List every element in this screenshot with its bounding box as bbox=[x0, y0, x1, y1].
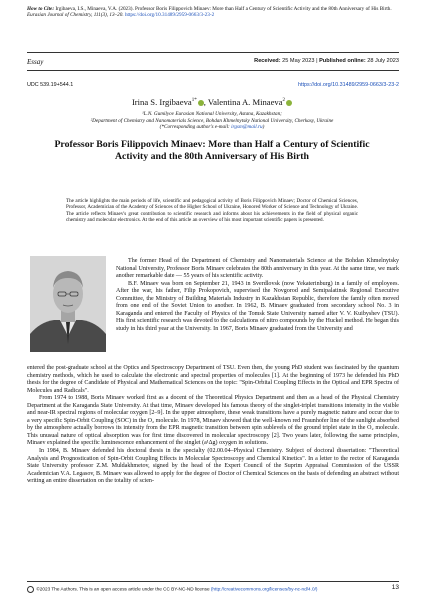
citation-label: How to Cite: bbox=[27, 6, 55, 12]
body-paragraph-3: entered the post-graduate school at the Optics and Spectroscopy Department of TSU. Even then, the young PhD student was fascinated by the quantum chemistry methods, which he used to calculate the electronic and spectral properties of molecules [1]. At the beginning of 1973 he defended his PhD thesis for the degree of Candidate of Physical and Mathematical Sciences on the topic: "Spin-Orbital Coupling Effects in the Optical and EPR Spectra of Molecules and Radicals". bbox=[27, 365, 399, 394]
dates-line: Received: 25 May 2023 | Published online: 28 July 2023 bbox=[254, 58, 399, 64]
body-full-width bbox=[27, 365, 399, 486]
affiliation-1: ¹L.N. Gumilyov Eurasian National University, Astana, Kazakhstan; bbox=[142, 111, 282, 117]
author-1-sup: 1* bbox=[191, 98, 197, 104]
body-paragraph-4: From 1974 to 1988, Boris Minaev worked first as a docent of the Theoretical Physics Department and then as a head of the Physical Chemistry Department at the Karaganda State University. At that time, Minaev developed his famous theory of the singlet-triplet transitions intensity in the visible and near-IR spectral regions of molecular oxygen [2–9]. In the upper atmosphere, these weak transitions have a purely magnetic nature and occur due to a very specific Spin-Orbit Coupling (SOC) in the O₂ molecule. In 1978, Minaev showed that the well-known red Fraunhofer line of the sunlight absorbed by the atmosphere actually borrows its intensity from the EPR magnetic transition between spin sublevels of the ground triplet state in the O₂ molecule. This unusual nature of optical absorption was for first time discovered in molecular spectroscopy [2]. Two years later, following the same principles, Minaev explained the specific luminescence enhancement of the singlet (a¹Δg) oxygen in solutions. bbox=[27, 395, 399, 447]
license-text: ©2023 The Authors. This is an open access article under the CC BY-NC-ND license bbox=[36, 586, 210, 592]
published-date: 28 July 2023 bbox=[367, 58, 399, 64]
body-paragraph-2: B.F. Minaev was born on September 21, 1943 in Sverdlovsk (now Yekaterinburg) in a family of employees. After the war, his father, Filip Prokopovich, supervised the Novgorod and Semipalatinsk Regional Executive Committee, the Ministry of Building Materials Industry in Kazakhstan Republic, therefore the family often moved from one end of the Soviet Union to another. In 1962, B. Minaev graduated from secondary school No. 3 in Karaganda and entered the Faculty of Physics of the Tomsk State University named after V. V. Kuibyshev (TSU). His first scientific research was devoted to the calculations of nitro compounds by the Huckel method. He began this study in his third year at the University. In 1967, Boris Minaev graduated from the University and bbox=[116, 280, 399, 332]
portrait-photo bbox=[30, 256, 106, 352]
published-label: Published online: bbox=[319, 58, 366, 64]
orcid-icon[interactable] bbox=[198, 100, 204, 106]
citation-journal: Eurasian Journal of Chemistry, 111(3), 13–20. bbox=[27, 12, 124, 19]
affiliations bbox=[40, 111, 384, 131]
page-number: 13 bbox=[391, 584, 399, 591]
author-1: Irina S. Irgibaeva bbox=[131, 97, 192, 107]
received-date: 25 May 2023 bbox=[282, 58, 315, 64]
received-label: Received: bbox=[254, 58, 281, 64]
author-2: Valentina A. Minaeva bbox=[207, 97, 283, 107]
affiliation-2: ²Department of Chemistry and Nanomaterials Science, Bohdan Khmelnytsky National University, Cherkasy, Ukraine bbox=[90, 117, 334, 124]
article-title: Professor Boris Filippovich Minaev: More than Half a Century of Scientific Activity and the 80th Anniversary of His Birth bbox=[54, 139, 370, 162]
header-rule-top bbox=[27, 52, 399, 53]
section-label: Essay bbox=[27, 58, 44, 66]
email-link[interactable]: irgsm@mail.ru bbox=[231, 124, 263, 131]
footer-rule bbox=[27, 581, 399, 582]
author-line: Irina S. Irgibaeva$^{1*}$ , Valentina A. Minaeva$^2$ bbox=[0, 97, 424, 107]
doi-link[interactable]: https://doi.org/10.31489/2959-0663/3-23-2 bbox=[297, 82, 399, 88]
abstract: The article highlights the main periods of life, scientific and pedagogical activity of Boris Filippovich Minaev; Doctor of Chemical Sciences, Professor, Academician of the Academy of Sciences of the Higher School of Ukraine, Honored Worker of Science and Technology of Ukraine. The article reflects Minaev's great contribution to scientific research and informs about his achievements in the field of physical organic chemistry and molecular electronics. At the end of this article an overview of his most important scientific papers is presented. bbox=[66, 198, 358, 224]
author-2-sup: 2 bbox=[282, 98, 286, 104]
portrait-image bbox=[30, 256, 106, 352]
citation-authors: Irgibaeva, I.S., Minaeva, V.A. (2023). Professor Boris Filippovich Minaev: More than Half a Century of Scientific Activity and the 80th Anniversary of His Birth. bbox=[55, 6, 392, 12]
body-column-right bbox=[116, 258, 399, 333]
orcid-icon[interactable] bbox=[286, 100, 292, 106]
body-paragraph-1: The former Head of the Department of Chemistry and Nanomaterials Science at the Bohdan Khmelnytsky National University, Professor Boris Minaev celebrates the 80th anniversary in this year. At the same time, we mark another remarkable date — 55 years of his scientific activity. bbox=[116, 258, 399, 280]
udc-code: UDC 539.19+544.1 bbox=[27, 82, 74, 88]
citation-doi-link[interactable]: https://doi.org/10.31489/2959-0663/3-23-2 bbox=[124, 12, 215, 19]
license-footer bbox=[27, 586, 317, 593]
citation-block bbox=[27, 6, 399, 19]
license-link[interactable]: (http://creativecommons.org/licenses/by-nc-nd/4.0/) bbox=[210, 586, 318, 592]
copyright-icon bbox=[27, 586, 34, 593]
header-rule-bottom bbox=[27, 70, 399, 71]
corresponding-author: (*Corresponding author's e-mail: irgsm@mail.ru) bbox=[159, 124, 265, 131]
body-paragraph-5: In 1984, B. Minaev defended his doctoral thesis in the specialty (02.00.04–Physical Chemistry. Subject of doctoral dissertation: "Theoretical Analysis and Prognostication of Spin-Orbit Coupling Effects in Molecular Spectroscopy and Chemical Kinetics". In a letter to the rector of Karaganda State University professor Z.M. Muldakhmetov, signed by the head of the Expert Council of the Suprim Appraisal Commission of the USSR Academician V.A. Legasov, B. Minaev was allowed to apply for the degree of Doctor of Chemical Sciences on the basis of defending an abstract without writing an entire dissertation on the totality of scien- bbox=[27, 448, 399, 485]
